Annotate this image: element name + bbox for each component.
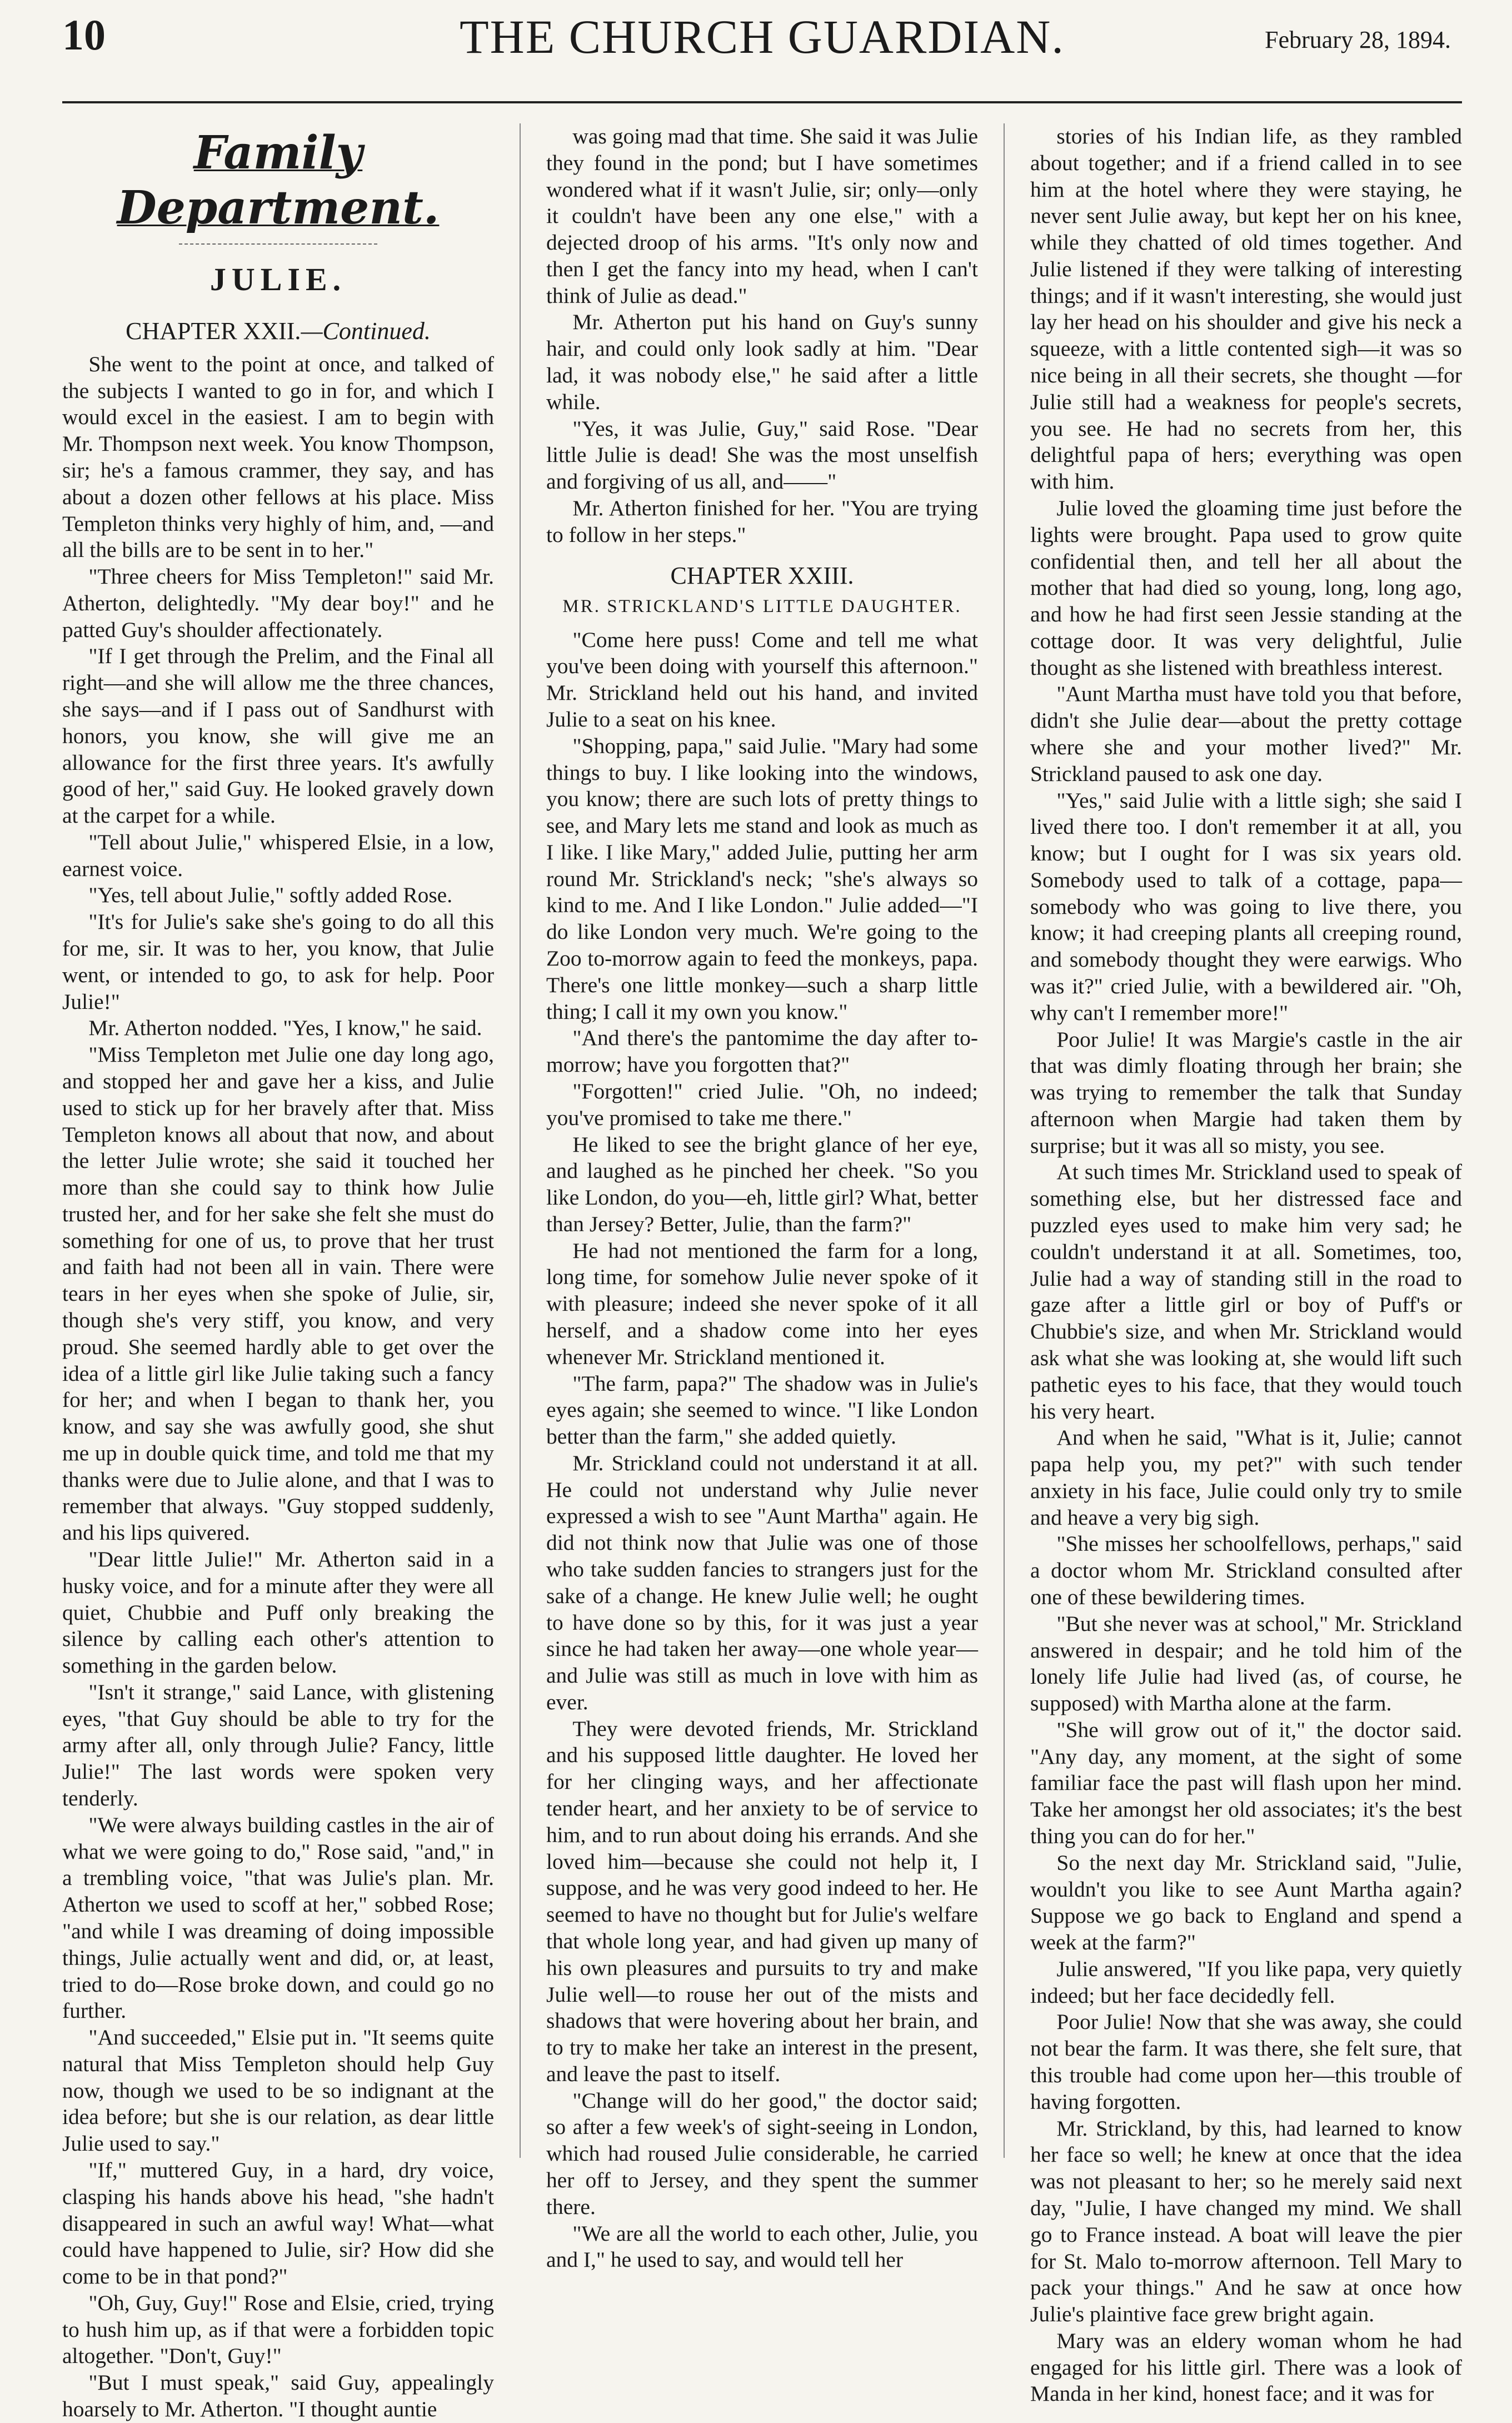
paragraph: "Shopping, papa," said Julie. "Mary had some things to buy. I like looking into the windows, you know; there are such lots of pretty things to see, and Mary lets me stand and look as much as I like. I like Mary," added Julie, putting her arm round Mr. Strickland's neck; "she's always so kind to me. And I like London." Julie added—"I do like London very much. We're going to the Zoo to-morrow again to feed the monkeys, papa. There's one little monkey—such a sharp little thing; I call it my own you know." [546, 733, 978, 1024]
paragraph: "And succeeded," Elsie put in. "It seems quite natural that Miss Templeton should help Guy now, though we used to be so indignant at the idea before; but she is our relation, as dear little Julie used to say." [62, 2025, 494, 2156]
paragraph: "But I must speak," said Guy, appealingly hoarsely to Mr. Atherton. "I thought auntie [62, 2370, 494, 2421]
paragraph: stories of his Indian life, as they rambled about together; and if a friend called in to see him at the hotel where they were staying, he never sent Julie away, but kept her on his knee, while they chatted of old times together. And Julie listened if they were talking of interesting things; and if it wasn't interesting, she would just lay her head on his shoulder and give his neck a squeeze, with a little contented sigh—it was so nice being in all their secrets, she thought —for Julie still had a weakness for people's secrets, you see. He had no secrets from her, this delightful papa of hers; everything was open with him. [1030, 124, 1462, 494]
column-2-body-bottom [546, 627, 978, 2273]
paragraph: Julie answered, "If you like papa, very quietly indeed; but her face decidedly fell. [1030, 1956, 1462, 2008]
column-3-body [1030, 123, 1462, 2407]
paragraph: "We are all the world to each other, Julie, you and I," he used to say, and would tell her [546, 2221, 978, 2272]
page-number: 10 [62, 11, 106, 59]
masthead [62, 0, 1462, 123]
column-2-body-top [546, 123, 978, 549]
paragraph: Mr. Atherton finished for her. "You are trying to follow in her steps." [546, 495, 978, 547]
paragraph: Mr. Strickland, by this, had learned to know her face so well; he knew at once that the idea was not pleasant to her; so he merely said next day, "Julie, I have changed my mind. We shall go to France instead. A boat will leave the pier for St. Malo to-morrow afternoon. Tell Mary to pack your things." And he saw at once how Julie's plaintive face grew bright again. [1030, 2116, 1462, 2327]
paragraph: Mr. Atherton nodded. "Yes, I know," he said. [88, 1016, 482, 1041]
paragraph: "Yes, tell about Julie," softly added Rose. [88, 883, 453, 908]
paragraph: Julie loved the gloaming time just before the lights were brought. Papa used to grow quite confidential then, and tell her all about the mother that had died so young, long, long ago, and how he had first seen Jessie standing at the cottage door. It was very delightful, Julie thought as she listened with breathless interest. [1030, 495, 1462, 680]
paragraph: Mr. Strickland could not understand it at all. He could not understand why Julie never expressed a wish to see "Aunt Martha" again. He did not think now that Julie was one of those who take sudden fancies to strangers just for the sake of a change. He knew Julie well; he ought to have done so by this, for it was just a year since he had taken her away—one whole year—and Julie was still as much in love with him as ever. [546, 1450, 978, 1714]
story-title: JULIE. [209, 261, 347, 298]
paragraph: She went to the point at once, and talked of the subjects I wanted to go in for, and which I would excel in the easiest. I am to begin with Mr. Thompson next week. You know Thompson, sir; he's a famous crammer, they say, and has about a dozen other fellows at his place. Miss Templeton thinks very highly of him, and, —and all the bills are to be sent in to her." [62, 351, 494, 563]
paragraph: "Yes, it was Julie, Guy," said Rose. "Dear little Julie is dead! She was the most unselfish and forgiving of us all, and——" [546, 416, 978, 494]
paragraph: And when he said, "What is it, Julie; cannot papa help you, my pet?" with such tender anxiety in his face, Julie could only try to smile and heave a very big sigh. [1030, 1425, 1462, 1530]
heading-divider [179, 243, 377, 245]
paragraph: "And there's the pantomime the day after to-morrow; have you forgotten that?" [546, 1026, 978, 1077]
paragraph: "Tell about Julie," whispered Elsie, in a low, earnest voice. [62, 829, 494, 881]
paragraph: "Oh, Guy, Guy!" Rose and Elsie, cried, trying to hush him up, as if that were a forbidden topic altogether. "Don't, Guy!" [62, 2290, 494, 2369]
paragraph: He liked to see the bright glance of her eye, and laughed as he pinched her cheek. "So you like London, do you—eh, little girl? What, better than Jersey? Better, Julie, than the farm?" [546, 1132, 978, 1236]
paragraph: "If I get through the Prelim, and the Final all right—and she will allow me the three chances, she says—and if I pass out of Sandhurst with honors, you know, she will give me an allowance for the first three years. It's awfully good of her," said Guy. He looked gravely down at the carpet for a while. [62, 644, 494, 828]
paragraph: "It's for Julie's sake she's going to do all this for me, sir. It was to her, you know, that Julie went, or intended to go, to ask for help. Poor Julie!" [62, 909, 494, 1014]
paragraph: He had not mentioned the farm for a long, long time, for somehow Julie never spoke of it with pleasure; indeed she never spoke of it all herself, and a shadow come into her eyes whenever Mr. Strickland mentioned it. [546, 1238, 978, 1369]
chapter-heading-23: CHAPTER XXIII. [670, 561, 854, 589]
paragraph: "Three cheers for Miss Templeton!" said Mr. Atherton, delightedly. "My dear boy!" and he patted Guy's shoulder affectionately. [62, 564, 494, 642]
issue-date: February 28, 1894. [1265, 26, 1451, 53]
paragraph: Mr. Atherton put his hand on Guy's sunny hair, and could only look sadly at him. "Dear lad, it was nobody else," he said after a little while. [546, 310, 978, 414]
paragraph: "But she never was at school," Mr. Strickland answered in despair; and he told him of the lonely life Julie had lived (as, of course, he supposed) with Martha alone at the farm. [1030, 1611, 1462, 1716]
chapter-23-title: MR. STRICKLAND'S LITTLE DAUGHTER. [562, 596, 962, 616]
paragraph: "If," muttered Guy, in a hard, dry voice, clasping his hands above his head, "she hadn't disappeared in such an awful way! What—what could have happened to Julie, sir? How did she come to be in that pond?" [62, 2157, 494, 2289]
column-1 [62, 123, 494, 2421]
column-rule [520, 123, 521, 2158]
paragraph: "Come here puss! Come and tell me what you've been doing with yourself this afternoon." Mr. Strickland held out his hand, and invited Julie to a seat on his knee. [546, 627, 978, 732]
paragraph: Poor Julie! It was Margie's castle in the air that was dimly floating through her brain; she was trying to remember the talk that Sunday afternoon when Margie had taken them by surprise; but it was all so misty, you see. [1030, 1027, 1462, 1158]
masthead-rule [62, 101, 1462, 103]
paragraph: So the next day Mr. Strickland said, "Julie, wouldn't you like to see Aunt Martha again? Suppose we go back to England and spend a week at the farm?" [1030, 1850, 1462, 1955]
column-1-body [62, 351, 494, 2423]
paragraph: was going mad that time. She said it was Julie they found in the pond; but I have sometimes wondered what if it wasn't Julie, sir; only—only it couldn't have been any one else," with a dejected droop of his arms. "It's only now and then I get the fancy into my head, when I can't think of Julie as dead." [546, 124, 978, 308]
paragraph: "Aunt Martha must have told you that before, didn't she Julie dear—about the pretty cottage where she and your mother lived?" Mr. Strickland paused to ask one day. [1030, 681, 1462, 786]
column-3 [1030, 123, 1462, 2406]
paragraph: Poor Julie! Now that she was away, she could not bear the farm. It was there, she felt sure, that this trouble had come upon her—this trouble of having forgotten. [1030, 2009, 1462, 2114]
column-rule [1004, 123, 1005, 2158]
paragraph: "Miss Templeton met Julie one day long ago, and stopped her and gave her a kiss, and Julie used to stick up for her bravely after that. Miss Templeton knows all about that now, and about the letter Julie wrote; she said it touched her more than she could say to think how Julie trusted her, and for her sake she felt she must do something for one of us, to prove that her trust and faith had not been all in vain. There were tears in her eyes when she spoke of Julie, sir, though she's very stiff, you know, and very proud. She seemed hardly able to get over the idea of a little girl like Julie taking such a fancy for her; and when I began to thank her, you know, and say she was awfully good, she shut me up in double quick time, and told me that my thanks were due to Julie alone, and that I was to remember that always. "Guy stopped suddenly, and his lips quivered. [62, 1042, 494, 1545]
chapter-heading-22 [62, 316, 494, 346]
chapter-22-label: CHAPTER XXII. [126, 317, 301, 345]
article-columns [62, 123, 1462, 2421]
paragraph: They were devoted friends, Mr. Strickland and his supposed little daughter. He loved her for her clinging ways, and her affectionate tender heart, and her anxiety to be of service to him, and to run about doing his errands. And she loved him—because she could not help it, I suppose, and he was very good indeed to her. He seemed to have no thought but for Julie's welfare that whole long year, and had given up many of his own pleasures and pursuits to try and make Julie well—to rouse her out of the mists and shadows that were hovering about her brain, and to try to make her take an interest in the present, and leave the past to itself. [546, 1716, 978, 2086]
paragraph: "Yes," said Julie with a little sigh; she said I lived there too. I don't remember it at all, you know; but I ought for I was six years old. Somebody used to talk of a cottage, papa—somebody who was going to live there, you know; it had creeping plants all creeping round, and somebody thought they were earwigs. Who was it?" cried Julie, with a bewildered air. "Oh, why can't I remember more!" [1030, 788, 1462, 1025]
chapter-22-note: —Continued. [301, 317, 431, 345]
paragraph: "Dear little Julie!" Mr. Atherton said in a husky voice, and for a minute after they were all quiet, Chubbie and Puff only breaking the silence by calling each other's attention to something in the garden below. [62, 1547, 494, 1678]
paragraph: At such times Mr. Strickland used to speak of something else, but her distressed face and puzzled eyes used to make him very sad; he couldn't understand it at all. Sometimes, too, Julie had a way of standing still in the road to gaze after a little girl or boy of Puff's or Chubbie's size, and when Mr. Strickland would ask what she was looking at, she would lift such pathetic eyes to his face, that they would touch his very heart. [1030, 1160, 1462, 1424]
paragraph: Mary was an eldery woman whom he had engaged for his little girl. There was a look of Manda in her kind, honest face; and it was for [1030, 2328, 1462, 2406]
paragraph: "Change will do her good," the doctor said; so after a few week's of sight-seeing in London, which had roused Julie considerable, he carried her off to Jersey, and they spent the summer there. [546, 2088, 978, 2219]
paragraph: "Forgotten!" cried Julie. "Oh, no indeed; you've promised to take me there." [546, 1078, 978, 1130]
paragraph: "Isn't it strange," said Lance, with glistening eyes, "that Guy should be able to try for the army after all, only through Julie? Fancy, little Julie!" The last words were spoken very tenderly. [62, 1679, 494, 1811]
paragraph: "The farm, papa?" The shadow was in Julie's eyes again; she seemed to wince. "I like London better than the farm," she added quietly. [546, 1371, 978, 1449]
paragraph: "We were always building castles in the air of what we were going to do," Rose said, "and," in a trembling voice, "that was Julie's plan. Mr. Atherton we used to scoff at her," sobbed Rose; "and while I was dreaming of doing impossible things, Julie actually went and did, or, at least, tried to do—Rose broke down, and could go no further. [62, 1812, 494, 2023]
column-2 [546, 123, 978, 2272]
department-heading: Family Department. [117, 126, 440, 235]
paragraph: "She will grow out of it," the doctor said. "Any day, any moment, at the sight of some familiar face the past will flash upon her mind. Take her amongst her old associates; it's the best thing you can do for her." [1030, 1717, 1462, 1848]
paragraph: "She misses her schoolfellows, perhaps," said a doctor whom Mr. Strickland consulted after one of these bewildering times. [1030, 1531, 1462, 1609]
newspaper-title: THE CHURCH GUARDIAN. [460, 10, 1065, 63]
